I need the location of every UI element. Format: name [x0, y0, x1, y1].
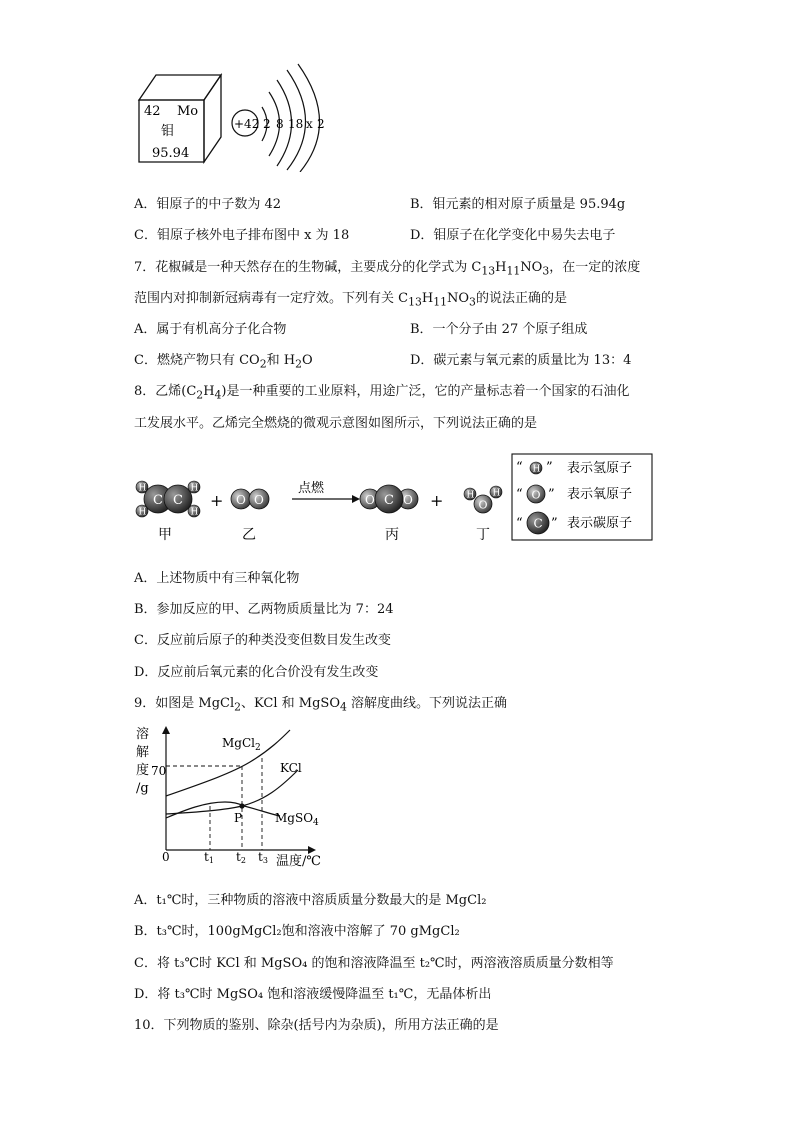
y-axis-arrow — [162, 726, 170, 734]
q8-option-b: B．参加反应的甲、乙两物质质量比为 7：24 — [134, 602, 394, 617]
label-kcl: KCl — [280, 761, 302, 775]
q6-option-c: C．钼原子核外电子排布图中 x 为 18 — [134, 228, 350, 243]
q7-option-a: A．属于有机高分子化合物 — [134, 322, 287, 337]
q6-option-a: A．钼原子的中子数为 42 — [134, 197, 282, 212]
svg-text:O: O — [403, 493, 413, 507]
element-name: 钼 — [161, 124, 175, 139]
ylabel-3: 度 — [136, 763, 150, 778]
label-p: P — [234, 811, 243, 825]
origin-label: 0 — [162, 850, 170, 864]
svg-text:“: “ — [516, 516, 523, 531]
svg-text:O: O — [478, 498, 488, 512]
legend-oxygen: 表示氧原子 — [567, 487, 633, 502]
xtick-t2: t2 — [236, 850, 246, 865]
atom-structure-diagram — [232, 64, 325, 172]
plus-sign-2: + — [430, 491, 444, 510]
svg-text:O: O — [531, 488, 541, 502]
q8-stem-line1: 8．乙烯$(C_2H_4)$是一种重要的工业原料，用途广泛，它的产量标志着一个国家的石油化 — [134, 384, 630, 402]
shell-3: 18 — [288, 117, 304, 131]
xtick-t3: t3 — [258, 850, 268, 865]
ylabel-4: /g — [136, 781, 149, 796]
svg-text:”: ” — [546, 460, 553, 475]
label-mgso4: MgSO$_4$ — [275, 811, 319, 828]
y-tick-70: 70 — [151, 764, 167, 778]
q8-option-d: D．反应前后氧元素的化合价没有发生改变 — [134, 665, 379, 680]
q10-stem: 10．下列物质的鉴别、除杂(括号内为杂质)，所用方法正确的是 — [134, 1018, 499, 1033]
shell-5: 2 — [317, 117, 325, 131]
svg-text:O: O — [254, 493, 264, 507]
q8-stem-line2: 工发展水平。乙烯完全燃烧的微观示意图如图所示，下列说法正确的是 — [134, 416, 538, 431]
arrow-head — [352, 495, 360, 503]
q7-option-b: B．一个分子由 27 个原子组成 — [410, 322, 588, 337]
reaction-condition: 点燃 — [298, 481, 325, 496]
molecule-oxygen — [231, 489, 269, 509]
q7-stem-line2: 范围内对抑制新冠病毒有一定疗效。下列有关 $C_{13}H_{11}NO_3$的说法正确的是 — [134, 291, 567, 309]
svg-text:H: H — [532, 464, 541, 475]
xtick-t1: t1 — [204, 850, 214, 865]
q7-option-d: D．碳元素与氧元素的质量比为 13：4 — [410, 353, 632, 368]
label-jia: 甲 — [158, 527, 172, 543]
svg-text:C: C — [384, 493, 394, 508]
q9-option-b: B．t₃℃时，100gMgCl₂饱和溶液中溶解了 70 gMgCl₂ — [134, 924, 460, 939]
reaction-diagram — [130, 452, 655, 552]
label-yi: 乙 — [242, 527, 256, 543]
point-p — [239, 803, 244, 808]
curve-mgso4 — [166, 802, 280, 818]
ylabel-2: 解 — [136, 745, 150, 760]
atomic-mass: 95.94 — [152, 146, 190, 161]
svg-text:”: ” — [551, 516, 558, 531]
nucleus-charge: +42 — [234, 117, 260, 131]
q6-option-b: B．钼元素的相对原子质量是 95.94g — [410, 197, 626, 212]
label-bing: 丙 — [385, 527, 399, 543]
element-symbol: Mo — [177, 104, 199, 119]
q8-option-c: C．反应前后原子的种类没变但数目发生改变 — [134, 633, 391, 648]
q9-option-d: D．将 t₃℃时 MgSO₄ 饱和溶液缓慢降温至 t₁℃，无晶体析出 — [134, 987, 492, 1002]
svg-text:H: H — [190, 483, 199, 494]
svg-text:H: H — [492, 488, 501, 499]
svg-text:“: “ — [516, 460, 523, 475]
q8-option-a: A．上述物质中有三种氧化物 — [134, 571, 300, 586]
atom-legend — [512, 454, 652, 540]
molybdenum-figure — [134, 62, 334, 172]
molecule-ethylene — [136, 481, 200, 518]
molecule-carbon-dioxide — [360, 485, 418, 513]
svg-text:H: H — [466, 490, 475, 501]
q9-option-a: A．t₁℃时，三种物质的溶液中溶质质量分数最大的是 MgCl₂ — [134, 893, 487, 908]
q7-option-c: C．燃烧产物只有 $CO_2$和 $H_2O$ — [134, 353, 313, 371]
q6-option-d: D．钼原子在化学变化中易失去电子 — [410, 228, 616, 243]
svg-text:“: “ — [516, 487, 523, 502]
svg-text:C: C — [153, 493, 163, 508]
svg-text:O: O — [236, 493, 246, 507]
svg-text:H: H — [138, 483, 147, 494]
plus-sign: + — [210, 491, 224, 510]
shell-2: 8 — [276, 117, 284, 131]
svg-text:H: H — [138, 507, 147, 518]
q9-stem: 9．如图是 MgCl$_2$、KCl 和 MgSO$_4$ 溶解度曲线。下列说法正确 — [134, 696, 508, 714]
atomic-number: 42 — [144, 104, 161, 119]
svg-text:H: H — [190, 507, 199, 518]
ylabel-1: 溶 — [136, 727, 150, 742]
legend-hydrogen: 表示氢原子 — [567, 461, 633, 476]
label-mgcl2: MgCl$_2$ — [222, 736, 261, 753]
q7-stem-line1: 7．花椒碱是一种天然存在的生物碱，主要成分的化学式为 $C_{13}H_{11}NO_3$，在一定的浓度 — [134, 260, 641, 278]
svg-text:C: C — [533, 516, 543, 531]
shell-4: x — [306, 117, 313, 131]
svg-text:”: ” — [548, 487, 555, 502]
element-card — [139, 75, 221, 162]
x-axis-label: 温度/℃ — [276, 854, 321, 869]
svg-text:C: C — [173, 493, 183, 508]
svg-text:O: O — [365, 493, 375, 507]
q9-option-c: C．将 t₃℃时 KCl 和 MgSO₄ 的饱和溶液降温至 t₂℃时，两溶液溶质质量分数相等 — [134, 956, 614, 971]
label-ding: 丁 — [476, 527, 490, 543]
solubility-graph — [130, 722, 330, 872]
shell-1: 2 — [263, 117, 271, 131]
curve-kcl — [166, 770, 298, 814]
x-axis-arrow — [308, 846, 316, 854]
legend-carbon: 表示碳原子 — [567, 516, 633, 531]
molecule-water — [464, 486, 502, 513]
